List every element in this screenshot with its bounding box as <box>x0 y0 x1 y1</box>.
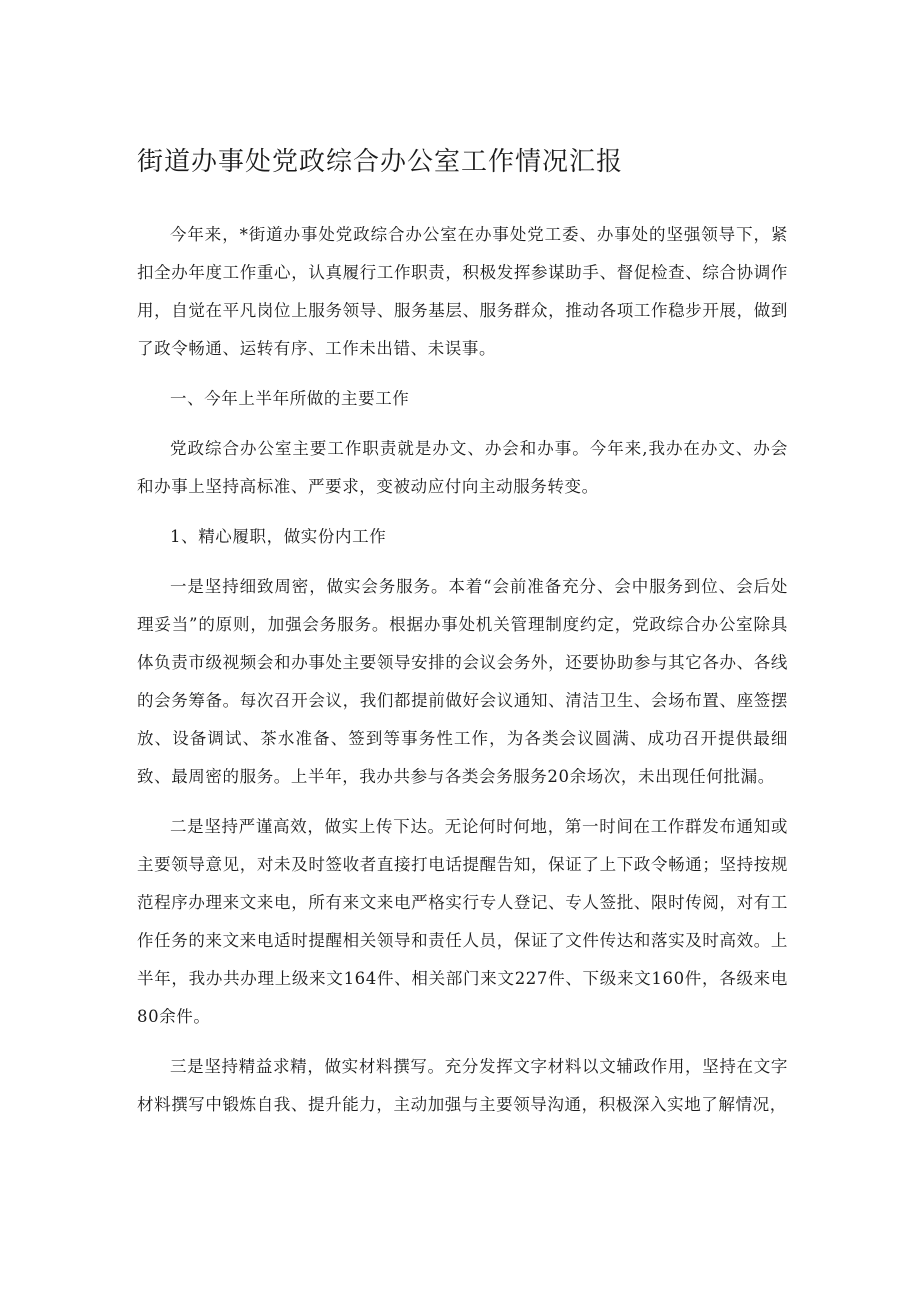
document-body <box>137 140 788 1136</box>
intro-paragraph: 今年来，*街道办事处党政综合办公室在办事处党工委、办事处的坚强领导下，紧扣全办年度工作重心，认真履行工作职责，积极发挥参谋助手、督促检查、综合协调作用，自觉在平凡岗位上服务领导、服务基层、服务群众，推动各项工作稳步开展，做到了政令畅通、运转有序、工作未出错、未误事。 <box>137 225 788 358</box>
writing-paragraph: 三是坚持精益求精，做实材料撰写。充分发挥文字材料以文辅政作用，坚持在文字材料撰写中锻炼自我、提升能力，主动加强与主要领导沟通，积极深入实地了解情况， <box>137 1057 788 1114</box>
document-title: 街道办事处党政综合办公室工作情况汇报 <box>137 147 624 177</box>
section-heading-1: 一、今年上半年所做的主要工作 <box>170 389 410 408</box>
communication-paragraph: 二是坚持严谨高效，做实上传下达。无论何时何地，第一时间在工作群发布通知或主要领导意见，对未及时签收者直接打电话提醒告知，保证了上下政令畅通；坚持按规范程序办理来文来电，所有来文来电严格实行专人登记、专人签批、限时传阅，对有工作任务的来文来电适时提醒相关领导和责任人员，保证了文件传达和落实及时高效。上半年，我办共办理上级来文164件、相关部门来文227件、下级来文160件，各级来电80余件。 <box>137 817 788 1026</box>
meeting-service-paragraph: 一是坚持细致周密，做实会务服务。本着“会前准备充分、会中服务到位、会后处理妥当”的原则，加强会务服务。根据办事处机关管理制度约定，党政综合办公室除具体负责市级视频会和办事处主要领导安排的会议会务外，还要协助参与其它各办、各线的会务筹备。每次召开会议，我们都提前做好会议通知、清洁卫生、会场布置、座签摆放、设备调试、茶水准备、签到等事务性工作，为各类会议圆满、成功召开提供最细致、最周密的服务。上半年，我办共参与各类会务服务20余场次，未出现任何批漏。 <box>137 577 788 786</box>
subsection-heading-1: 1、精心履职，做实份内工作 <box>170 527 387 546</box>
duties-paragraph: 党政综合办公室主要工作职责就是办文、办会和办事。今年来,我办在办文、办会和办事上坚持高标准、严要求，变被动应付向主动服务转变。 <box>137 439 788 496</box>
